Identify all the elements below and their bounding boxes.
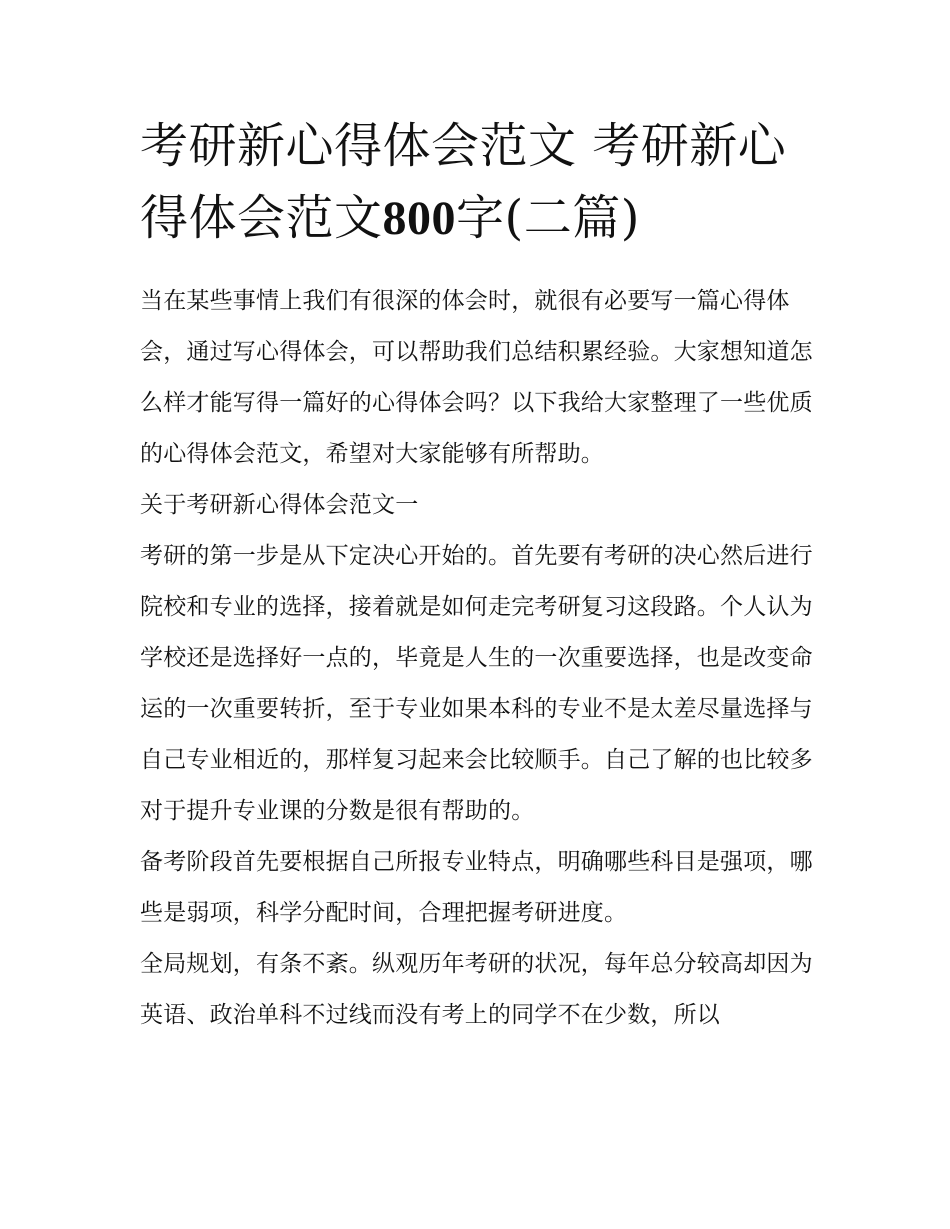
section-heading: 关于考研新心得体会范文一 [140,492,419,518]
title-suffix: 字(二篇) [456,190,640,246]
body-paragraph: 全局规划，有条不紊。纵观历年考研的状况，每年总分较高却因为英语、政治单科不过线而没有考上的同学不在少数，所以 [140,951,813,1028]
body-paragraph: 备考阶段首先要根据自己所报专业特点，明确哪些科目是强项，哪些是弱项，科学分配时间，合理把握考研进度。 [140,849,813,926]
document-title [140,110,820,255]
document-body [140,276,820,1041]
body-paragraph: 考研的第一步是从下定决心开始的。首先要有考研的决心然后进行院校和专业的选择，接着就是如何走完考研复习这段路。个人认为学校还是选择好一点的，毕竟是人生的一次重要选择，也是改变命运的一次重要转折，至于专业如果本科的专业不是太差尽量选择与自己专业相近的，那样复习起来会比较顺手。自己了解的也比较多对于提升专业课的分数是很有帮助的。 [140,543,813,824]
intro-paragraph: 当在某些事情上我们有很深的体会时，就很有必要写一篇心得体会，通过写心得体会，可以帮助我们总结积累经验。大家想知道怎么样才能写得一篇好的心得体会吗？以下我给大家整理了一些优质的心得体会范文，希望对大家能够有所帮助。 [140,288,813,467]
title-prefix: 考研新心得体会范文 考研新心得体会范文 [140,118,787,246]
title-number: 800 [382,192,457,245]
